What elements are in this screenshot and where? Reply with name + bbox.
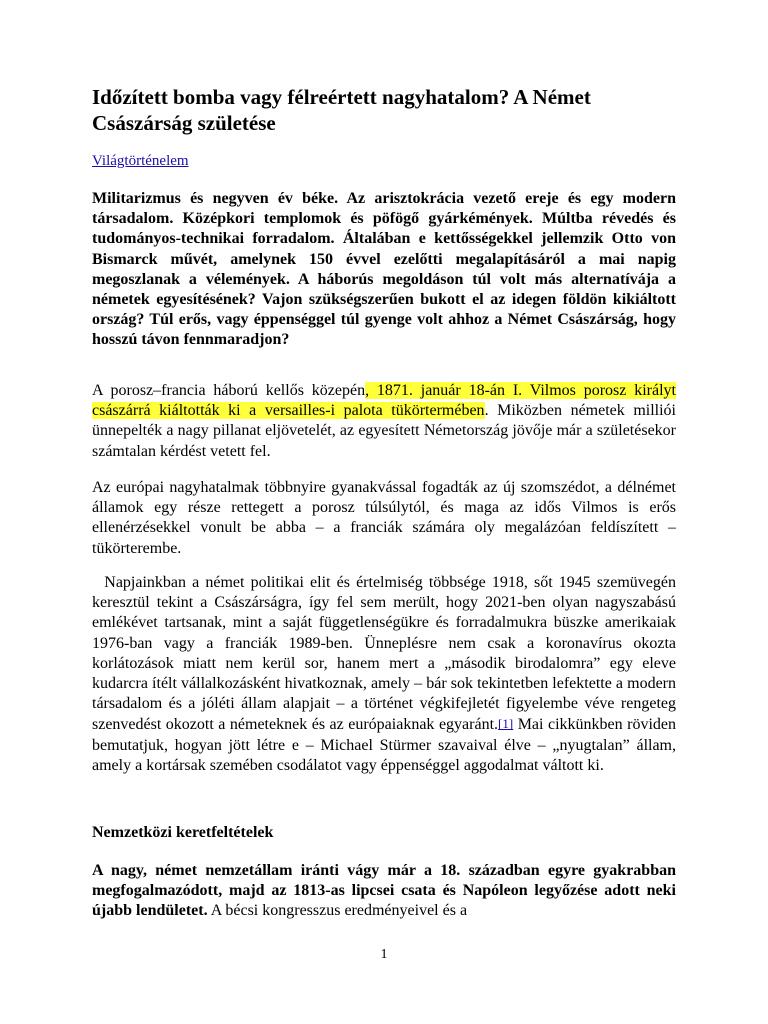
paragraph-4 (92, 861, 676, 922)
highlighted-text: , 1871. január 18-án I. Vilmos porosz királyt császárrá kiáltották ki a versailles-i palota tükörtermében (92, 382, 676, 420)
paragraph-2: Az európai nagyhatalmak többnyire gyanakvással fogadták az új szomszédot, a délnémet államok egy része rettegett a porosz túlsúlytól, és maga az idős Vilmos is erős ellenérzésekkel vonult be abba – a franciák számára oly megalázóan feldíszített – tükörterembe. (92, 479, 676, 557)
paragraph-3-text-end: Mai cikkünkben röviden bemutatjuk, hogyan jött létre e – Michael Stürmer szavaival élve – „nyugtalan” állam, amely a kortársak szemében csodálatot vagy éppenséggel aggodalmat váltott ki. (92, 716, 677, 774)
lead-paragraph: Militarizmus és negyven év béke. Az arisztokrácia vezető ereje és egy modern társadalom. Középkori templomok és pöfögő gyárkémények. Múltba révedés és tudományos-technikai forradalom. Általában e kettősségekkel jellemzik Otto von Bismarck művét, amelynek 150 évvel ezelőtti megalapításáról a mai napig megoszlanak a vélemények. A háborús megoldáson túl volt más alternatívája a németek egyesítésének? Vajon szükségszerűen bukott el az idegen földön kikiáltott ország? Túl erős, vagy éppenséggel túl gyenge volt ahhoz a Német Császárság, hogy hosszú távon fennmaradjon? (92, 190, 676, 349)
article-title: Időzített bomba vagy félreértett nagyhatalom? A Német Császárság születése (92, 85, 591, 135)
paragraph-4-text: A bécsi kongresszus eredményeivel és a (207, 902, 468, 920)
paragraph-3 (92, 573, 676, 776)
page-number: 1 (380, 947, 388, 962)
category-link[interactable]: Világtörténelem (92, 153, 189, 169)
paragraph-1-text-end: . Miközben németek milliói ünnepelték a nagy pillanat eljövetelét, az egyesített Németország jövője már a születésekor számtalan kérdést vetett fel. (92, 402, 676, 460)
section-heading: Nemzetközi keretfeltételek (92, 824, 274, 841)
paragraph-1 (92, 381, 676, 462)
footnote-link[interactable]: [1] (498, 716, 514, 732)
paragraph-4-bold: A nagy, német nemzetállam iránti vágy már a 18. században egyre gyakrabban megfogalmazódott, majd az 1813-as lipcsei csata és Napóleon legyőzése adott neki újabb lendületet. (92, 862, 676, 920)
paragraph-3-text: Napjainkban a német politikai elit és értelmiség többsége 1918, sőt 1945 szemüvegén keresztül tekint a Császárságra, így fel sem merült, hogy 2021-ben olyan nagyszabású emlékévet tartsanak, mint a saját függetlenségükre és forradalmukra büszke amerikaiak 1976-ban vagy a franciák 1989-ben. Ünneplésre nem csak a koronavírus okozta korlátozások miatt nem kerül sor, hanem mert a „második birodalomra” egy eleve kudarcra ítélt vállalkozásként hivatkoznak, amely – bár sok tekintetben lefektette a modern társadalom és a jóléti állam alapjait – a történet végkifejletét figyelembe véve rengeteg szenvedést okozott a németeknek és az európaiaknak egyaránt. (92, 574, 676, 734)
paragraph-1-text: A porosz–francia háború kellős közepén (92, 382, 366, 399)
